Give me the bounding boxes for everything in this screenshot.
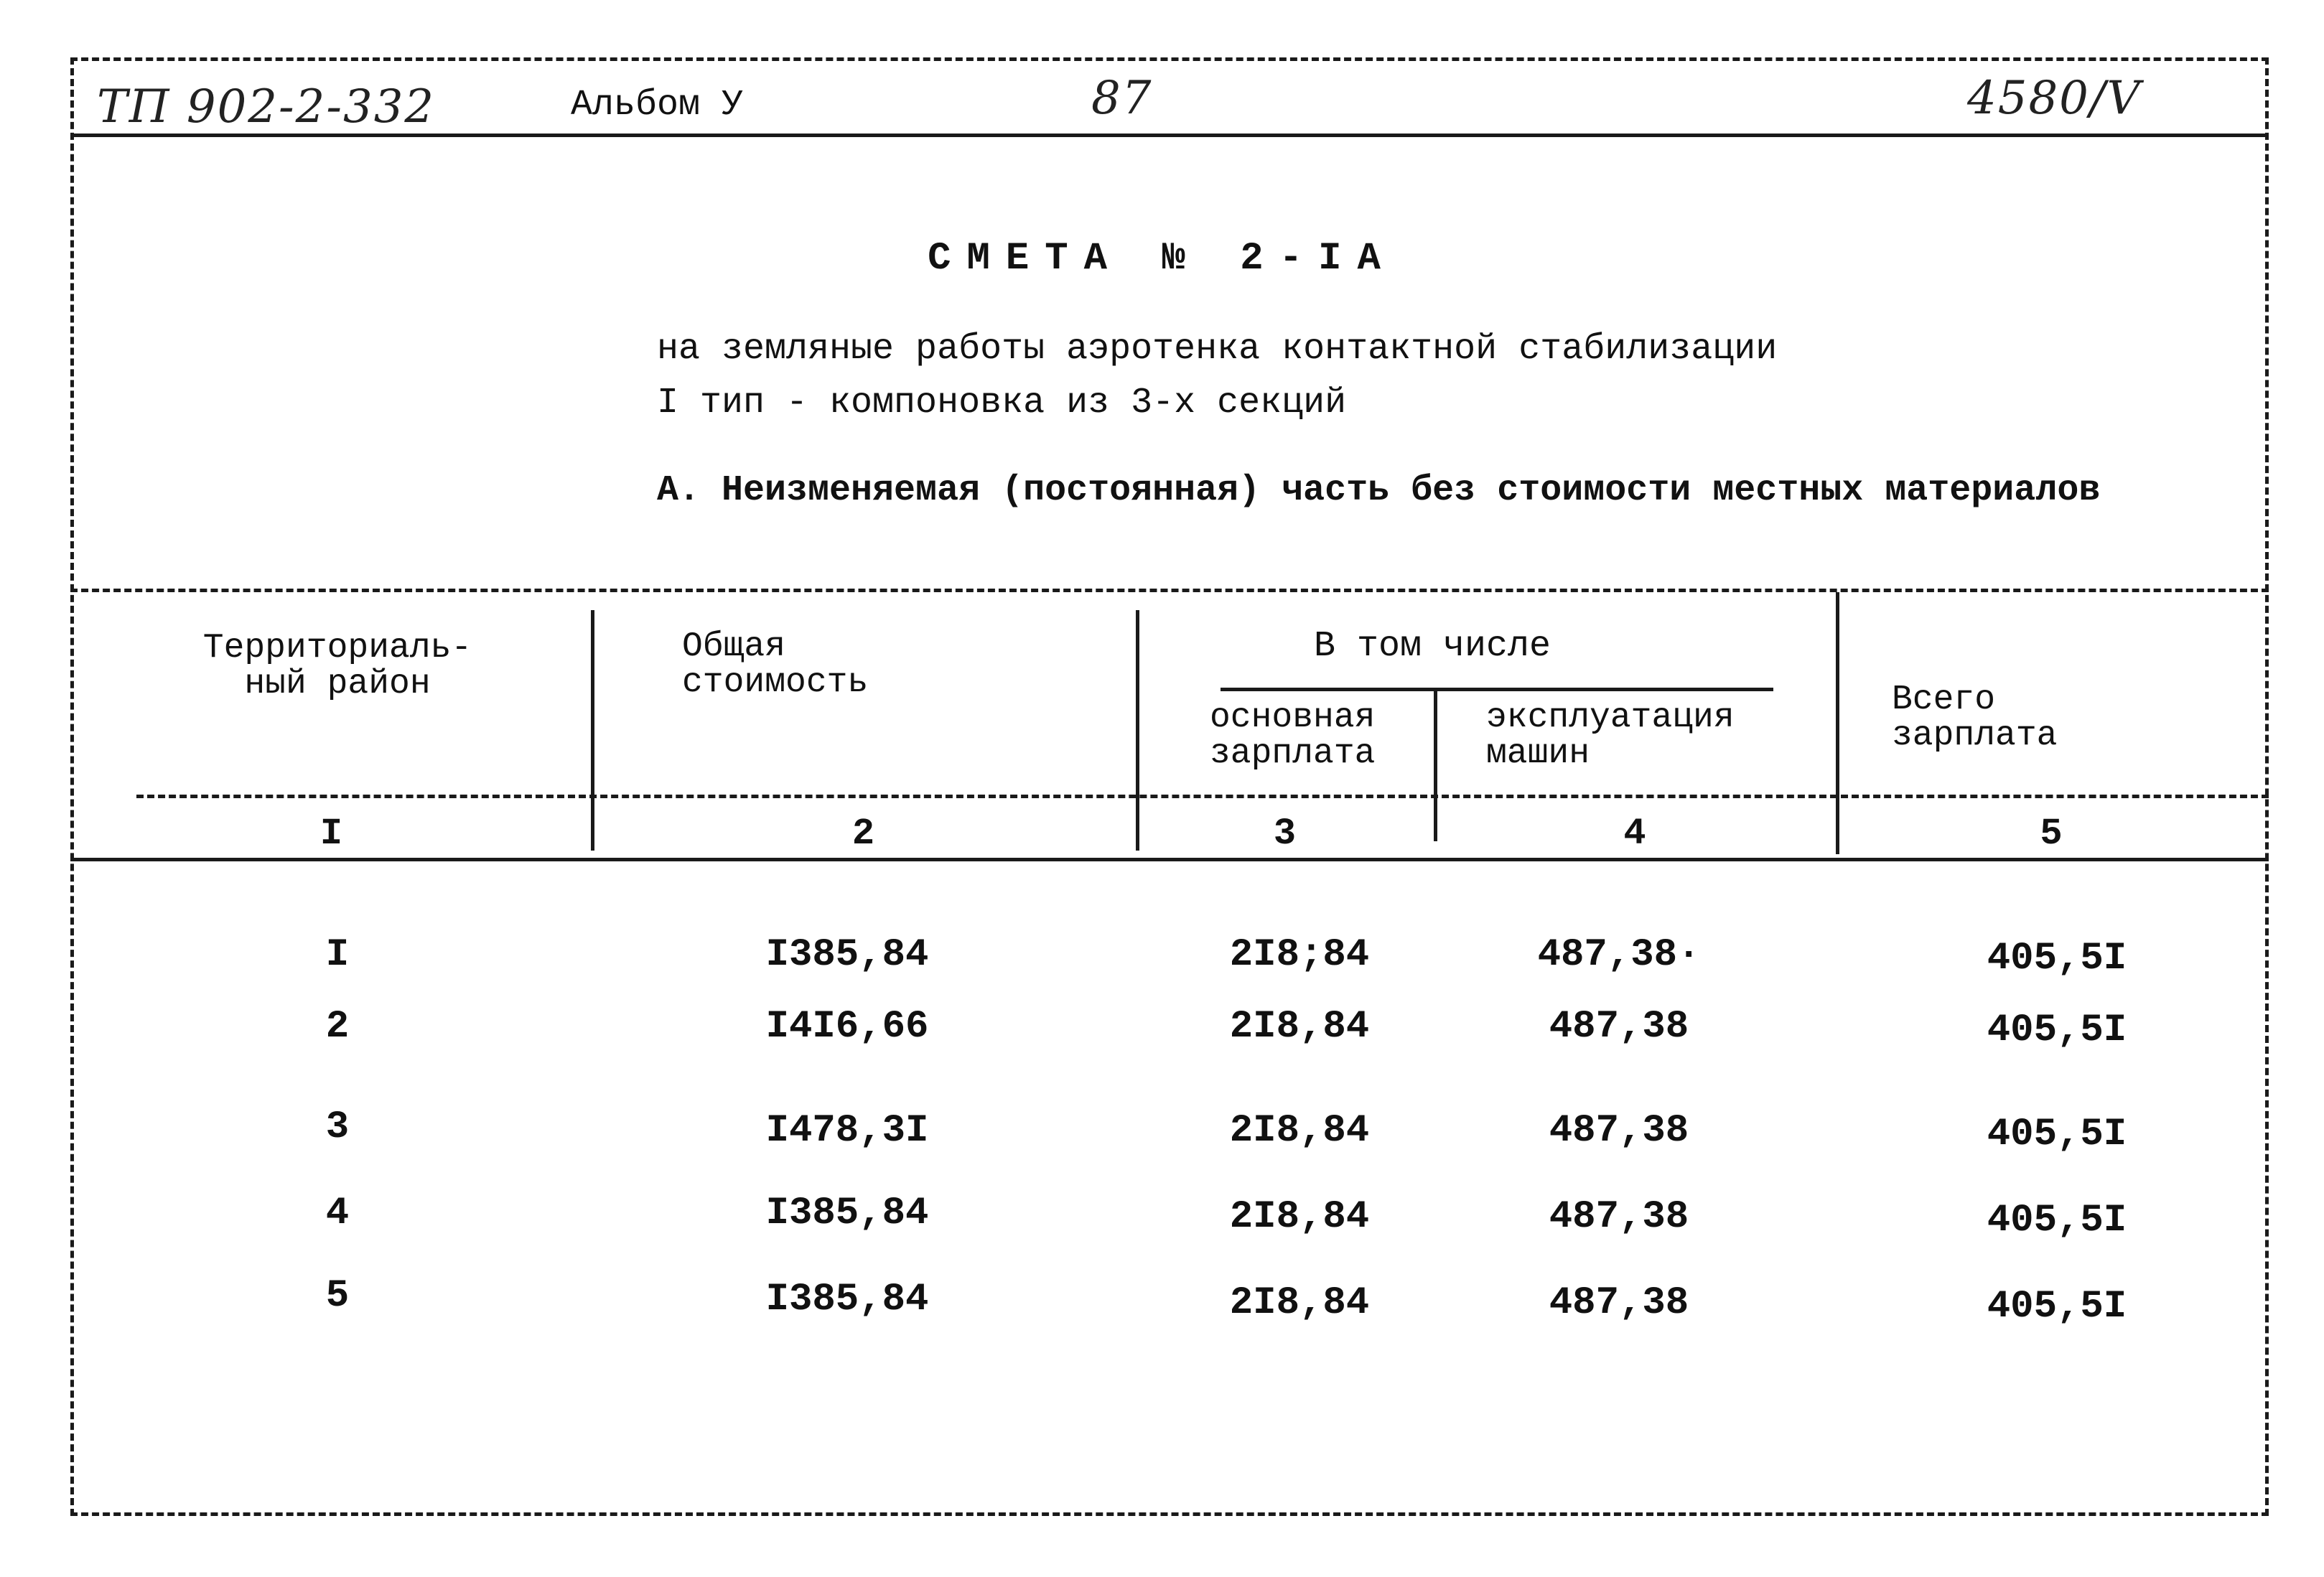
column-number: 2 [851, 813, 875, 855]
cell-total-cost: I4I6,66 [765, 1005, 929, 1049]
cell-territory: I [325, 933, 350, 977]
cell-base-salary: 2I8,84 [1229, 1109, 1370, 1153]
table-top-rule [70, 589, 2269, 592]
cell-total-cost: I385,84 [765, 1192, 929, 1235]
column-header-total-salary: Всего зарплата [1892, 680, 2058, 755]
project-code: ТП 902-2-332 [97, 80, 436, 134]
column-number: I [319, 813, 343, 855]
album-label: Альбом У [571, 85, 744, 126]
column-header-total-cost: Общая стоимость [682, 627, 869, 702]
cell-territory: 2 [325, 1005, 350, 1049]
column-header-territory: Территориаль- ный район [202, 629, 472, 703]
cell-machine-operation: 487,38 [1549, 1281, 1689, 1325]
cell-machine-operation: 487,38 [1549, 1195, 1689, 1239]
page-number: 87 [1091, 72, 1153, 125]
column-header-base-salary: основная зарплата [1210, 698, 1376, 773]
header-bottom-rule [136, 795, 2269, 798]
cell-territory: 4 [325, 1192, 350, 1235]
cell-total-cost: I478,3I [765, 1109, 929, 1153]
cell-total-salary: 405,5I [1987, 1285, 2127, 1329]
cell-total-cost: I385,84 [765, 1278, 929, 1321]
cell-total-salary: 405,5I [1987, 1199, 2127, 1243]
cell-territory: 5 [325, 1274, 350, 1318]
group-header-rule [1221, 688, 1773, 691]
column-number: 3 [1273, 813, 1297, 855]
column-number: 4 [1623, 813, 1646, 855]
cell-machine-operation: 487,38 [1549, 1005, 1689, 1049]
cell-base-salary: 2I8,84 [1229, 1005, 1370, 1049]
cell-machine-operation: 487,38· [1537, 933, 1701, 977]
document-title: СМЕТА № 2-IA [928, 237, 1396, 281]
column-number-rule [70, 858, 2269, 861]
cell-total-salary: 405,5I [1987, 1113, 2127, 1156]
subtitle-line-2: I тип - компоновка из 3-х секций [657, 383, 1347, 424]
sheet-code: 4580/V [1967, 72, 2142, 125]
header-rule [70, 134, 2269, 137]
cell-machine-operation: 487,38 [1549, 1109, 1689, 1153]
cell-base-salary: 2I8,84 [1229, 1195, 1370, 1239]
cell-base-salary: 2I8,84 [1229, 1281, 1370, 1325]
column-number: 5 [2040, 813, 2063, 855]
cell-total-salary: 405,5I [1987, 937, 2127, 981]
column-header-machine-operation: эксплуатация машин [1486, 698, 1735, 773]
cell-base-salary: 2I8;84 [1229, 933, 1370, 977]
cell-total-salary: 405,5I [1987, 1009, 2127, 1052]
cell-total-cost: I385,84 [765, 933, 929, 977]
group-header-including: В том числе [1314, 626, 1551, 667]
cell-territory: 3 [325, 1105, 350, 1149]
subtitle-line-1: на земляные работы аэротенка контактной стабилизации [657, 329, 1778, 370]
section-heading: А. Неизменяемая (постоянная) часть без стоимости местных материалов [657, 470, 2101, 511]
